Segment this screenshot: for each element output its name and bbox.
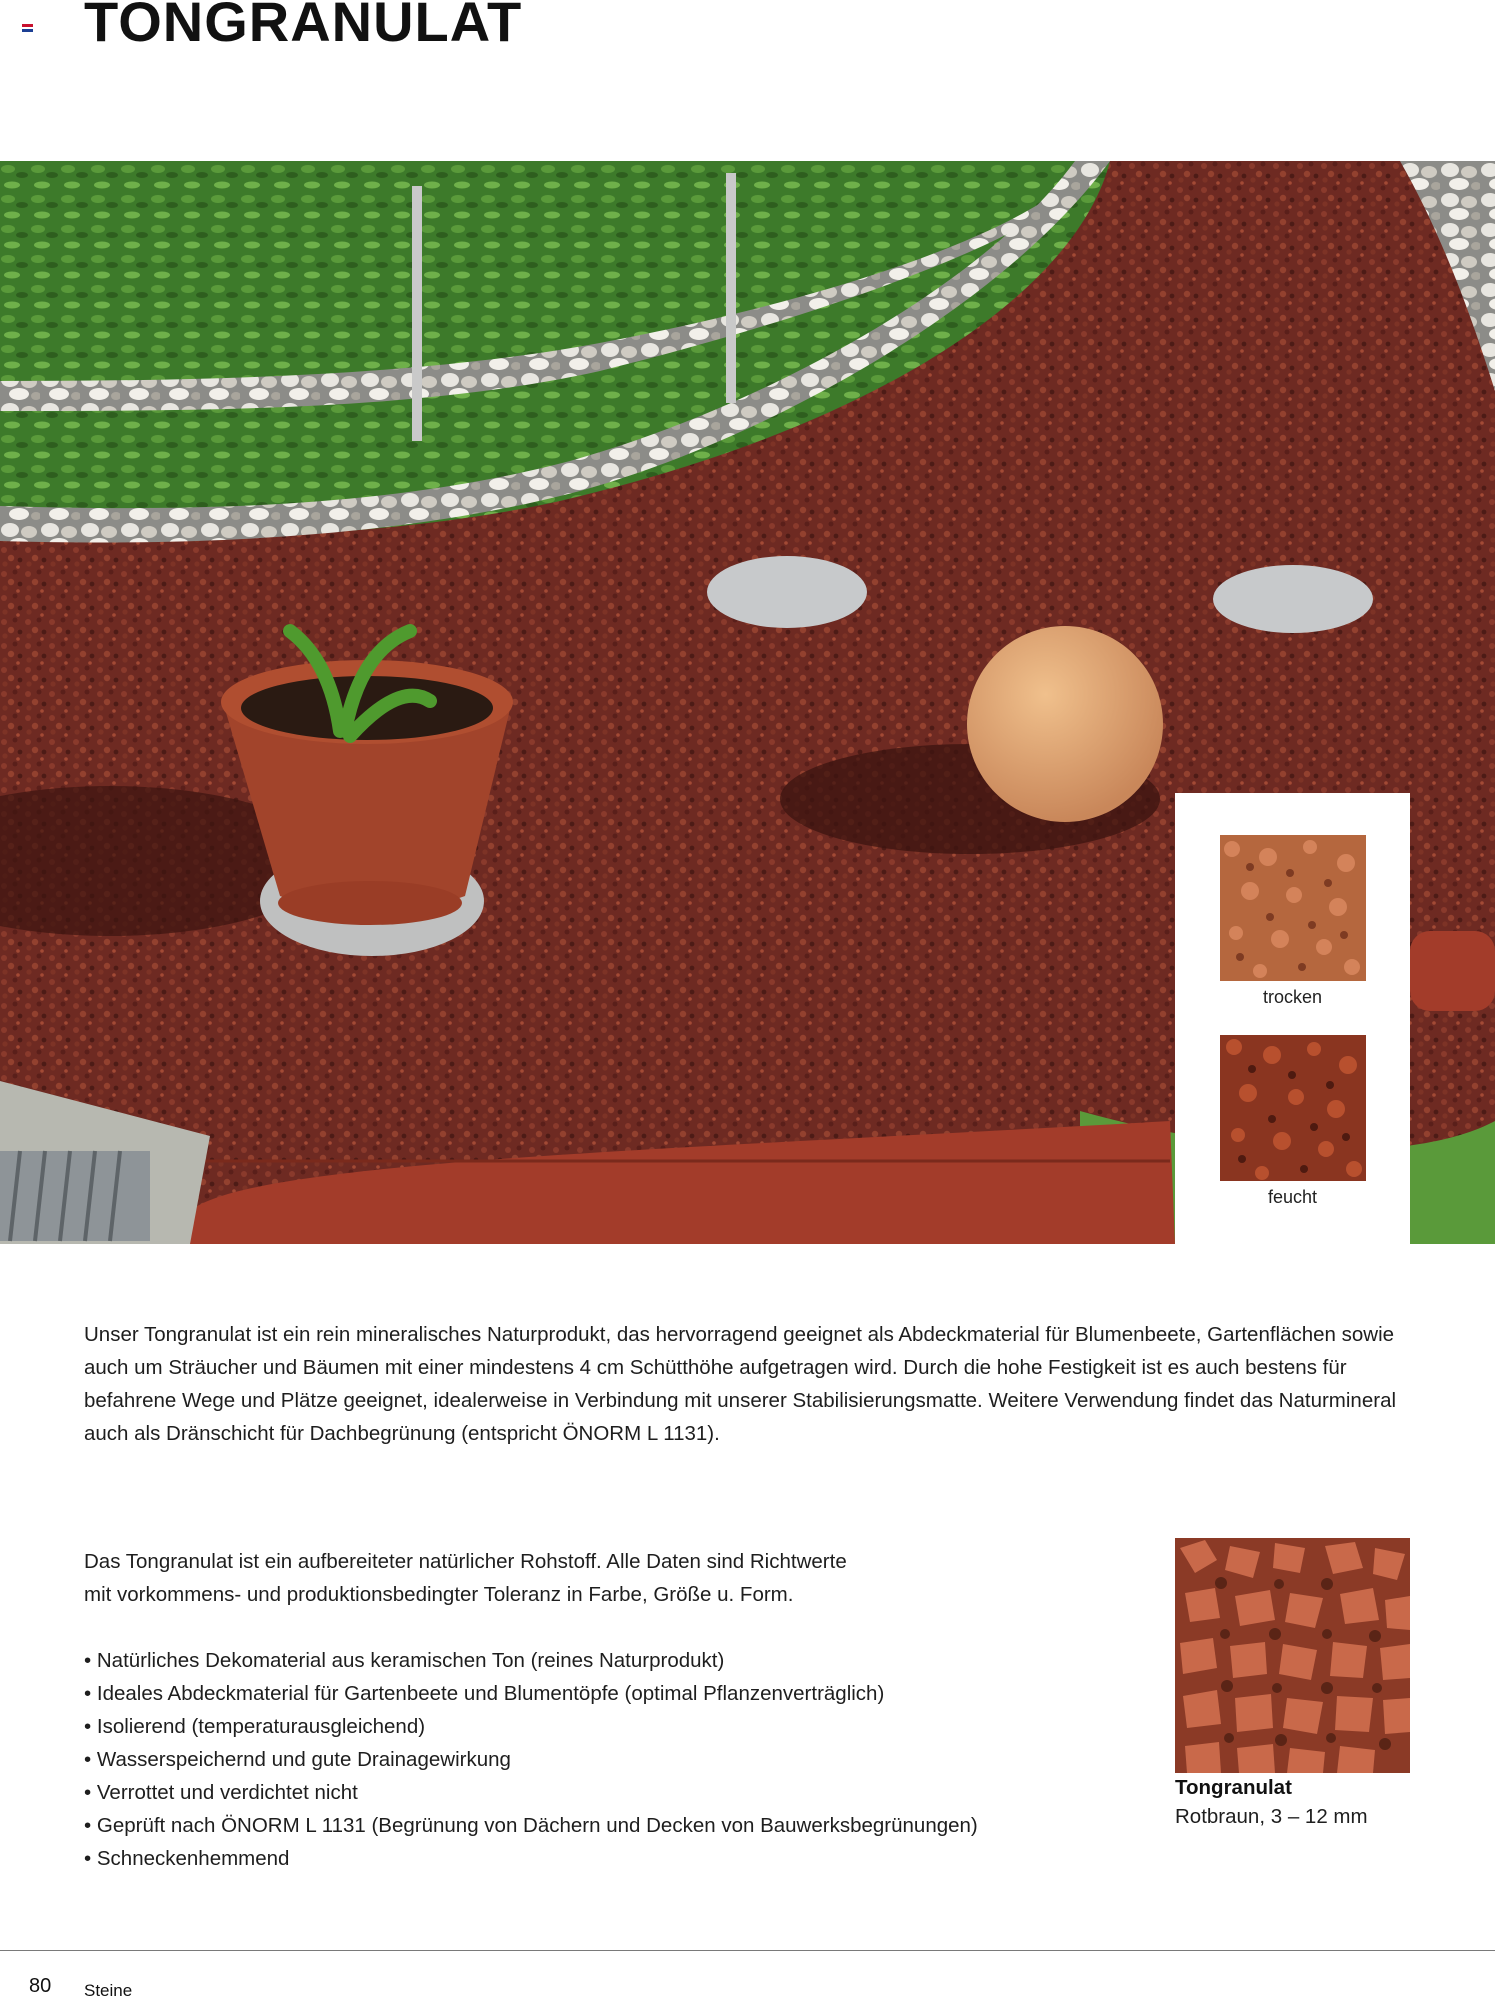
intro-paragraph: Unser Tongranulat ist ein rein mineralisches Naturprodukt, das hervorragend geeignet als Abdeckmaterial für Blumenbeete, Gartenflächen sowie auch um Sträucher und Bäumen mit einer mindestens 4 cm Schütthöhe aufgetragen wird. Durch die hohe Festigkeit ist es auch bestens für befahrene Wege und Plätze geeignet, idealerweise in Verbindung mit unserer Stabilisierungsmatte. Weitere Verwendung findet das Naturmineral auch als Dränschicht für Dachbegrünung (entspricht ÖNORM L 1131). <box>84 1323 1397 1445</box>
feature-item: • Ideales Abdeckmaterial für Gartenbeete und Blumentöpfe (optimal Pflanzenverträglich) <box>84 1677 1144 1710</box>
feature-item: • Schneckenhemmend <box>84 1842 1144 1875</box>
specs-intro-line-1: Das Tongranulat ist ein aufbereiteter natürlicher Rohstoff. Alle Daten sind Richtwerte <box>84 1550 847 1573</box>
swatch-wet-image <box>1220 1035 1366 1181</box>
product-name: Tongranulat <box>1175 1776 1292 1799</box>
footer-divider <box>0 1950 1495 1951</box>
swatch-dry-image <box>1220 835 1366 981</box>
swatch-wet-label: feucht <box>1267 1187 1318 1207</box>
page-title: TONGRANULAT <box>84 0 523 53</box>
feature-item: • Verrottet und verdichtet nicht <box>84 1776 1144 1809</box>
specs-section <box>84 1545 1144 1875</box>
feature-item: • Natürliches Dekomaterial aus keramischen Ton (reines Naturprodukt) <box>84 1644 1144 1677</box>
feature-item: • Wasserspeichernd und gute Drainagewirkung <box>84 1743 1144 1776</box>
section-name: Steine <box>84 1981 133 2000</box>
specs-intro-line-2: mit vorkommens- und produktionsbedingter Toleranz in Farbe, Größe u. Form. <box>84 1583 794 1606</box>
austria-flag-icon <box>22 24 33 32</box>
product-description: Rotbraun, 3 – 12 mm <box>1175 1805 1368 1828</box>
feature-item: • Isolierend (temperaturausgleichend) <box>84 1710 1144 1743</box>
feature-list <box>84 1644 1144 1875</box>
specs-intro <box>84 1545 1144 1611</box>
swatch-panel <box>1175 793 1410 1244</box>
feature-item: • Geprüft nach ÖNORM L 1131 (Begrünung von Dächern und Decken von Bauwerksbegrünungen) <box>84 1809 1144 1842</box>
swatch-dry-label: trocken <box>1262 987 1323 1007</box>
page-number: 80 <box>29 1975 52 1997</box>
product-image <box>1175 1538 1410 1773</box>
